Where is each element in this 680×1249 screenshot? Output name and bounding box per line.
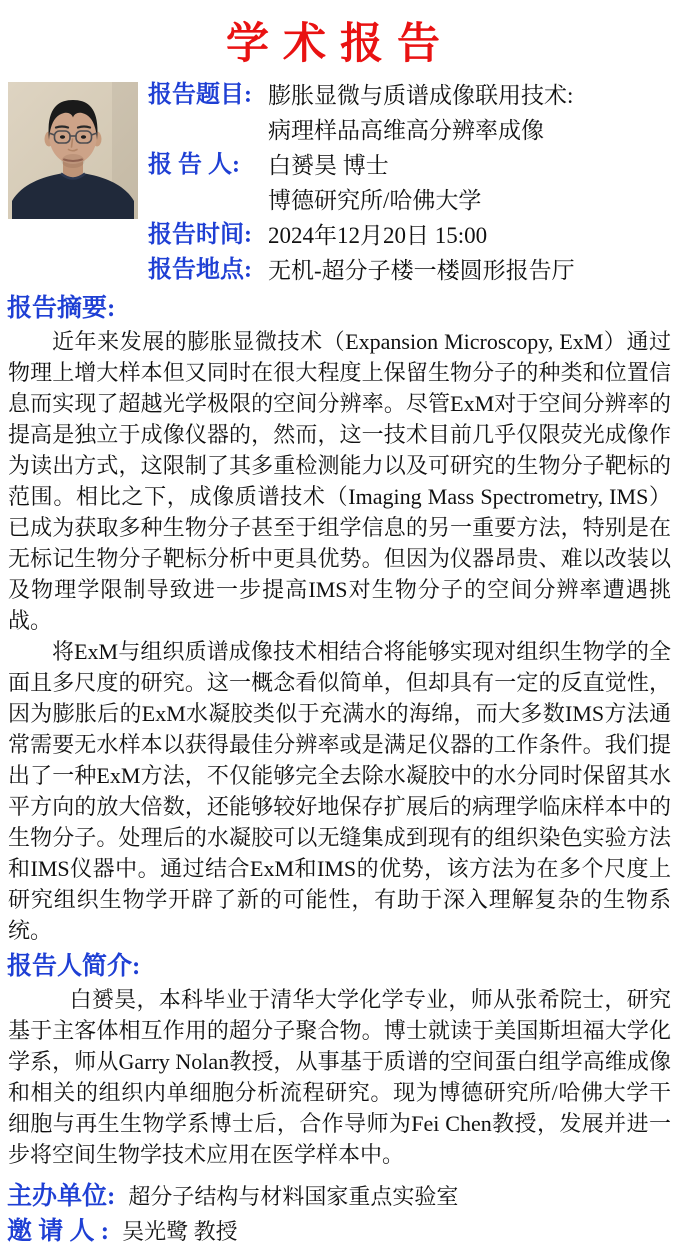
- page-title: 学术报告: [226, 21, 454, 68]
- info-rows: [148, 78, 672, 288]
- info-label-location: 报告地点:: [148, 257, 252, 283]
- speaker-photo: [8, 82, 138, 219]
- info-value-topic-line1: 膨胀显微与质谱成像联用技术:: [268, 83, 574, 108]
- info-section: [8, 78, 672, 288]
- info-value-time: 2024年12月20日 15:00: [268, 223, 488, 248]
- footer: [7, 1179, 680, 1249]
- info-value-speaker-name: 白赟昊 博士: [268, 153, 389, 178]
- abstract-paragraph-2: 将ExM与组织质谱成像技术相结合将能够实现对组织生物学的全面且多尺度的研究。这一概念看似简单，但却具有一定的反直觉性，因为膨胀后的ExM水凝胶类似于充满水的海绵，而大多数IMS方法通常需要无水样本以获得最佳分辨率或是满足仪器的工作条件。我们提出了一种ExM方法，不仅能够完全去除水凝胶中的水分同时保留其水平方向的放大倍数，还能够较好地保存扩展后的病理学临床样本中的生物分子。处理后的水凝胶可以无缝集成到现有的组织染色实验方法和IMS仪器中。通过结合ExM和IMS的优势，该方法为在多个尺度上研究组织生物学开辟了新的可能性，有助于深入理解复杂的生物系统。: [8, 639, 671, 943]
- info-row-speaker: [148, 148, 672, 218]
- bio-paragraph: 白赟昊，本科毕业于清华大学化学专业，师从张希院士，研究基于主客体相互作用的超分子聚合物。博士就读于美国斯坦福大学化学系，师从Garry Nolan教授，从事基于质谱的空间蛋白组学高维成像和相关的组织内单细胞分析流程研究。现为博德研究所/哈佛大学干细胞与再生生物学系博士后，合作导师为Fei Chen教授，发展并进一步将空间生物学技术应用在医学样本中。: [8, 987, 671, 1167]
- abstract-paragraph-1: 近年来发展的膨胀显微技术（Expansion Microscopy, ExM）通过物理上增大样本但又同时在很大程度上保留生物分子的种类和位置信息而实现了超越光学极限的空间分辨率。尽管ExM对于空间分辨率的提高是独立于成像仪器的，然而，这一技术目前几乎仅限荧光成像作为读出方式，这限制了其多重检测能力以及可研究的生物分子靶标的范围。相比之下，成像质谱技术（Imaging Mass Spectrometry, IMS）已成为获取多种生物分子甚至于组学信息的另一重要方法，特别是在无标记生物分子靶标分析中更具优势。但因为仪器昂贵、难以改装以及物理学限制导致进一步提高IMS对生物分子的空间分辨率遭遇挑战。: [8, 329, 671, 633]
- info-value-topic-line2: 病理样品高维高分辨率成像: [268, 118, 544, 143]
- info-row-time: [148, 218, 672, 253]
- info-label-topic: 报告题目:: [148, 82, 252, 108]
- info-value-speaker-affiliation: 博德研究所/哈佛大学: [268, 188, 482, 213]
- organizer-value: 超分子结构与材料国家重点实验室: [128, 1184, 459, 1209]
- info-label-time: 报告时间:: [148, 222, 252, 248]
- info-row-location: [148, 253, 672, 288]
- inviter-label: 邀 请 人 :: [7, 1218, 110, 1245]
- bio-heading: 报告人简介:: [7, 953, 141, 980]
- info-value-location: 无机-超分子楼一楼圆形报告厅: [268, 258, 575, 283]
- abstract-heading: 报告摘要:: [7, 295, 116, 322]
- info-row-topic: [148, 78, 672, 148]
- inviter-value: 吴光鹭 教授: [122, 1219, 238, 1244]
- organizer-row: [7, 1179, 680, 1214]
- seminar-poster: [0, 10, 680, 1245]
- speaker-portrait-illustration: [8, 82, 138, 219]
- inviter-row: [7, 1214, 680, 1249]
- organizer-label: 主办单位:: [7, 1183, 116, 1210]
- info-label-speaker: 报 告 人:: [148, 152, 240, 178]
